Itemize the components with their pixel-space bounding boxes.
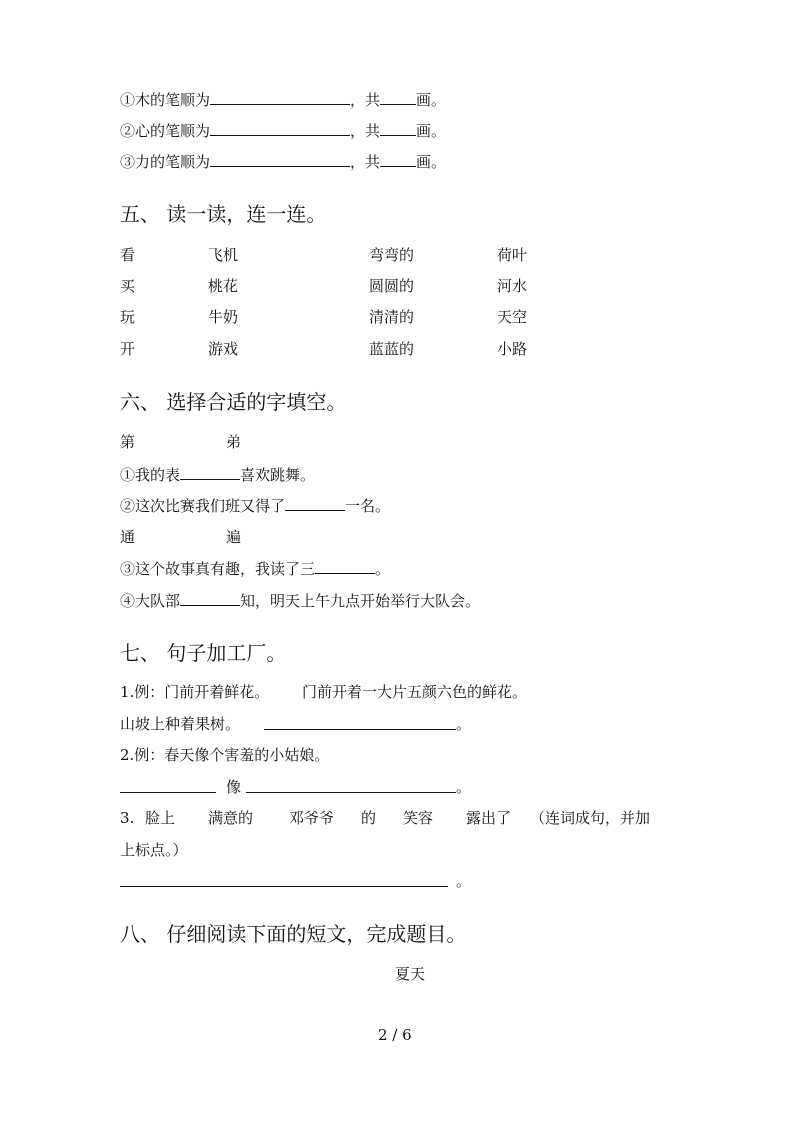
- answer-line[interactable]: [264, 729, 456, 730]
- line-suffix: 画。: [416, 122, 447, 140]
- question-text: 知，明天上午九点开始举行大队会。: [240, 592, 481, 610]
- match-word[interactable]: 牛奶: [208, 308, 239, 326]
- answer-blank[interactable]: [285, 496, 345, 511]
- match-word[interactable]: 天空: [497, 308, 528, 326]
- line-suffix: 画。: [416, 91, 447, 109]
- question-text: 一名。: [345, 497, 391, 515]
- section-7-title: 七、 句子加工厂。: [120, 641, 287, 665]
- sentence-end-mark: 。: [456, 872, 472, 890]
- scrambled-word: 满意的: [208, 809, 254, 827]
- line-prefix: ②心的笔顺为: [120, 122, 211, 140]
- answer-line[interactable]: [120, 886, 448, 887]
- example-2: 2.例：春天像个害羞的小姑娘。: [120, 746, 330, 764]
- example-2-connector: 像: [226, 778, 242, 796]
- stroke-order-line-3: [120, 152, 446, 171]
- answer-blank[interactable]: [210, 90, 350, 105]
- line-mid: ，共: [350, 91, 381, 109]
- match-word[interactable]: 开: [120, 340, 136, 358]
- answer-blank[interactable]: [380, 152, 416, 167]
- question-text: 。: [375, 560, 391, 578]
- sentence-end-mark: 。: [456, 778, 472, 796]
- match-word[interactable]: 玩: [120, 308, 136, 326]
- section-6-title: 六、 选择合适的字填空。: [120, 390, 347, 414]
- example-1-expanded: 门前开着一大片五颜六色的鲜花。: [302, 683, 528, 701]
- scrambled-word: 邓爷爷: [289, 809, 335, 827]
- match-word[interactable]: 桃花: [208, 277, 239, 295]
- answer-blank[interactable]: [315, 559, 375, 574]
- exercise-3-hint: （连词成句，并加: [530, 809, 651, 827]
- match-word[interactable]: 蓝蓝的: [369, 340, 415, 358]
- line-prefix: ①木的笔顺为: [120, 91, 211, 109]
- scrambled-word: 的: [361, 809, 377, 827]
- match-word[interactable]: 买: [120, 277, 136, 295]
- example-1-original: 1.例：门前开着鲜花。: [120, 683, 270, 701]
- section-8-title: 八、 仔细阅读下面的短文，完成题目。: [120, 922, 467, 946]
- stroke-order-line-1: [120, 90, 446, 109]
- match-word[interactable]: 荷叶: [497, 246, 528, 264]
- match-word[interactable]: 游戏: [208, 340, 239, 358]
- match-word[interactable]: 圆圆的: [369, 277, 415, 295]
- char-option: 第: [120, 433, 136, 451]
- line-mid: ，共: [350, 122, 381, 140]
- match-word[interactable]: 清清的: [369, 308, 415, 326]
- answer-blank[interactable]: [210, 152, 350, 167]
- answer-blank[interactable]: [380, 121, 416, 136]
- match-word[interactable]: 弯弯的: [369, 246, 415, 264]
- passage-title: 夏天: [395, 965, 426, 983]
- char-option: 通: [120, 528, 136, 546]
- exercise-3-hint-continued: 上标点。）: [120, 841, 188, 859]
- stroke-order-line-2: [120, 121, 446, 140]
- question-text: ④大队部: [120, 592, 181, 610]
- fill-question-4: [120, 591, 480, 610]
- match-word[interactable]: 看: [120, 246, 136, 264]
- line-suffix: 画。: [416, 153, 447, 171]
- answer-blank[interactable]: [180, 465, 240, 480]
- answer-blank[interactable]: [380, 90, 416, 105]
- question-text: 喜欢跳舞。: [240, 466, 316, 484]
- fill-question-1: [120, 465, 315, 484]
- char-option: 遍: [226, 528, 242, 546]
- match-word[interactable]: 飞机: [208, 246, 239, 264]
- match-word[interactable]: 河水: [497, 277, 528, 295]
- fill-question-3: [120, 559, 390, 578]
- answer-blank[interactable]: [180, 591, 240, 606]
- sentence-end-mark: 。: [456, 715, 472, 733]
- question-text: ③这个故事真有趣，我读了三: [120, 560, 316, 578]
- exercise-1-task: 山坡上种着果树。: [120, 715, 241, 733]
- scrambled-word: 脸上: [145, 809, 176, 827]
- line-prefix: ③力的笔顺为: [120, 153, 211, 171]
- answer-line[interactable]: [120, 792, 216, 793]
- char-option: 弟: [226, 433, 242, 451]
- fill-question-2: [120, 496, 390, 515]
- question-text: ①我的表: [120, 466, 181, 484]
- answer-line[interactable]: [246, 792, 456, 793]
- exercise-3-number: 3.: [120, 809, 135, 827]
- section-5-title: 五、 读一读，连一连。: [120, 202, 327, 226]
- question-text: ②这次比赛我们班又得了: [120, 497, 286, 515]
- answer-blank[interactable]: [210, 121, 350, 136]
- scrambled-word: 露出了: [466, 809, 512, 827]
- page-number: 2 / 6: [378, 1026, 412, 1044]
- line-mid: ，共: [350, 153, 381, 171]
- scrambled-word: 笑容: [403, 809, 434, 827]
- match-word[interactable]: 小路: [497, 340, 528, 358]
